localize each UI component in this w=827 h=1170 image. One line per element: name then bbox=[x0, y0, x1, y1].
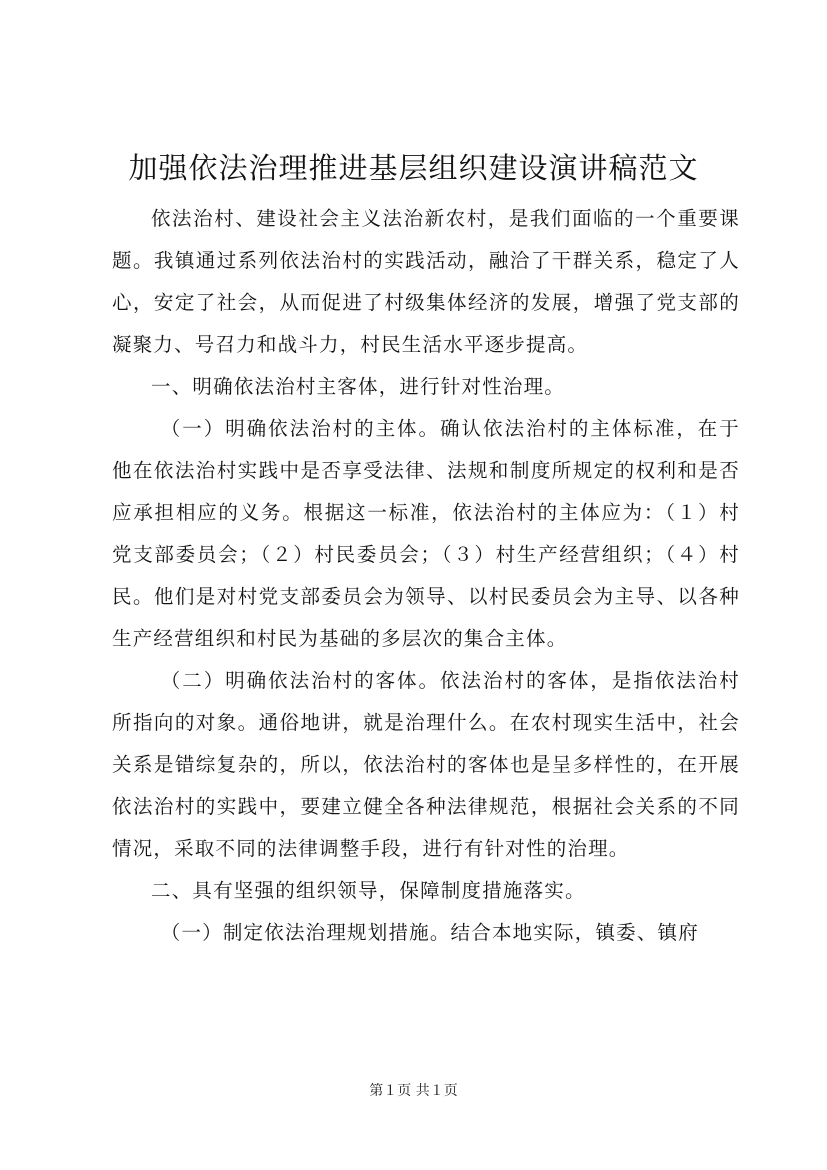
paragraph-object: （二）明确依法治村的客体。依法治村的客体，是指依法治村所指向的对象。通俗地讲，就是治理什么。在农村现实生活中，社会关系是错综复杂的，所以，依法治村的客体也是呈多样性的，在开展依法治村的实践中，要建立健全各种法律规范，根据社会关系的不同情况，采取不同的法律调整手段，进行有针对性的治理。 bbox=[112, 669, 740, 860]
heading-section-2: 二、具有坚强的组织领导，保障制度措施落实。 bbox=[151, 879, 586, 902]
document-title: 加强依法治理推进基层组织建设演讲稿范文 bbox=[128, 151, 699, 185]
paragraph-subject: （一）明确依法治村的主体。确认依法治村的主体标准，在于他在依法治村实践中是否享受法律、法规和制度所规定的权利和是否应承担相应的义务。根据这一标准，依法治村的主体应为：（１）村党支部委员会；（２）村民委员会；（３）村生产经营组织；（４）村民。他们是对村党支部委员会为领导、以村民委员会为主导、以各种生产经营组织和村民为基础的多层次的集合主体。 bbox=[112, 417, 740, 650]
paragraph-intro: 依法治村、建设社会主义法治新农村，是我们面临的一个重要课题。我镇通过系列依法治村的实践活动，融洽了干群关系，稳定了人心，安定了社会，从而促进了村级集体经济的发展，增强了党支部的凝聚力、号召力和战斗力，村民生活水平逐步提高。 bbox=[112, 207, 740, 356]
heading-section-1: 一、明确依法治村主客体，进行针对性治理。 bbox=[151, 375, 566, 398]
document-body bbox=[112, 198, 740, 954]
page-footer: 第１页 共１页 bbox=[369, 1083, 458, 1099]
paragraph-measures: （一）制定依法治理规划措施。结合本地实际，镇委、镇府 bbox=[160, 921, 699, 944]
